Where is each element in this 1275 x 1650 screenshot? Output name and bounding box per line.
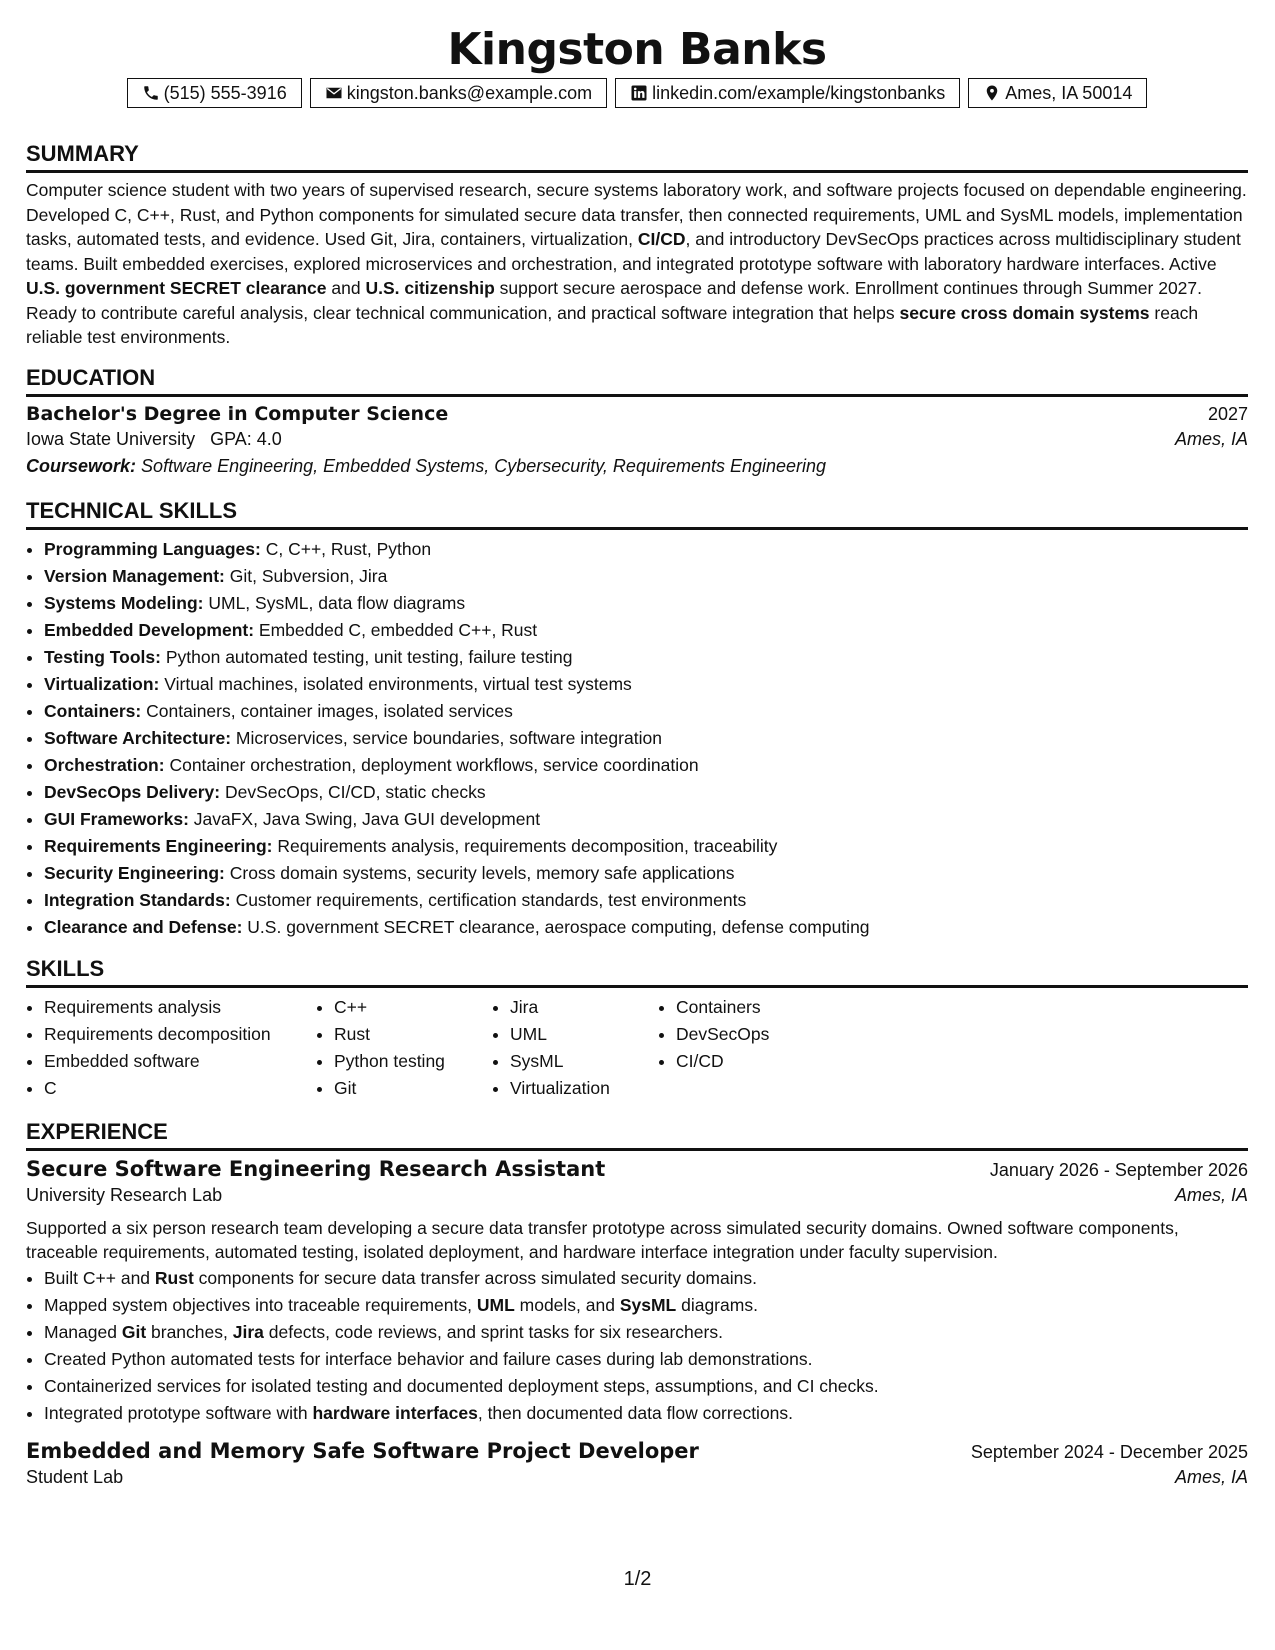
candidate-name: Kingston Banks bbox=[447, 24, 827, 75]
list-item: • Python testing bbox=[334, 1048, 472, 1075]
list-item: • Requirements analysis bbox=[44, 994, 296, 1021]
job-org: Student Lab bbox=[26, 1466, 124, 1487]
list-item: • Orchestration: Container orchestration, deployment workflows, service coordination bbox=[44, 752, 1248, 779]
coursework: Coursework: Software Engineering, Embedded Systems, Cybersecurity, Requirements Engineering bbox=[26, 455, 827, 476]
job-org-row bbox=[26, 1185, 1248, 1206]
linkedin-icon bbox=[630, 84, 648, 102]
map-pin-icon bbox=[983, 84, 1001, 102]
skills-column bbox=[492, 994, 638, 1102]
linkedin-text: linkedin.com/example/kingstonbanks bbox=[652, 82, 946, 103]
phone-icon bbox=[142, 84, 160, 102]
education-degree-row bbox=[26, 403, 1248, 425]
email-text: kingston.banks@example.com bbox=[346, 82, 593, 103]
list-item: • Embedded Development: Embedded C, embedded C++, Rust bbox=[44, 617, 1248, 644]
graduation-year: 2027 bbox=[1207, 403, 1248, 424]
job-description: Supported a six person research team developing a secure data transfer prototype across simulated security domains. Owned software components, traceable requirements, automated testing, isolated deployment, and hardware interface integration under faculty supervision. bbox=[26, 1217, 1179, 1262]
page-number: 1/2 bbox=[623, 1568, 652, 1590]
list-item: • Clearance and Defense: U.S. government SECRET clearance, aerospace computing, defense computing bbox=[44, 914, 1248, 941]
job-org-row bbox=[26, 1467, 1248, 1488]
skills-column bbox=[658, 994, 816, 1102]
list-item: • UML bbox=[510, 1021, 638, 1048]
envelope-icon bbox=[325, 84, 343, 102]
list-item: • Requirements Engineering: Requirements analysis, requirements decomposition, traceability bbox=[44, 833, 1248, 860]
list-item: • Software Architecture: Microservices, service boundaries, software integration bbox=[44, 725, 1248, 752]
list-item: • Systems Modeling: UML, SysML, data flow diagrams bbox=[44, 590, 1248, 617]
list-item: • DevSecOps bbox=[676, 1021, 816, 1048]
skills-column bbox=[316, 994, 472, 1102]
list-item: • Virtualization bbox=[510, 1075, 638, 1102]
skills-column bbox=[26, 994, 296, 1102]
job-location: Ames, IA bbox=[1174, 1184, 1248, 1205]
job-location: Ames, IA bbox=[1174, 1466, 1248, 1487]
list-item: • Programming Languages: C, C++, Rust, Python bbox=[44, 536, 1248, 563]
list-item: • Containerized services for isolated testing and documented deployment steps, assumptions, and CI checks. bbox=[44, 1373, 1248, 1400]
job-org: University Research Lab bbox=[26, 1184, 223, 1205]
skills-heading: SKILLS bbox=[26, 955, 1248, 988]
list-item: • Testing Tools: Python automated testing, unit testing, failure testing bbox=[44, 644, 1248, 671]
job-dates: September 2024 - December 2025 bbox=[970, 1441, 1248, 1462]
education-school-row bbox=[26, 429, 1248, 450]
list-item: • Built C++ and Rust components for secure data transfer across simulated security domains. bbox=[44, 1265, 1248, 1292]
list-item: • Integrated prototype software with hardware interfaces, then documented data flow corrections. bbox=[44, 1400, 1248, 1427]
technical-skills-heading: TECHNICAL SKILLS bbox=[26, 497, 1248, 530]
list-item: • SysML bbox=[510, 1048, 638, 1075]
list-item: • Integration Standards: Customer requirements, certification standards, test environments bbox=[44, 887, 1248, 914]
list-item: • Containers bbox=[676, 994, 816, 1021]
list-item: • Version Management: Git, Subversion, Jira bbox=[44, 563, 1248, 590]
list-item: • Embedded software bbox=[44, 1048, 296, 1075]
job-dates: January 2026 - September 2026 bbox=[989, 1159, 1248, 1180]
list-item: • Security Engineering: Cross domain systems, security levels, memory safe applications bbox=[44, 860, 1248, 887]
job-title-row bbox=[26, 1439, 1248, 1463]
resume-page bbox=[26, 0, 1248, 1650]
list-item: • Containers: Containers, container images, isolated services bbox=[44, 698, 1248, 725]
summary-text: Computer science student with two years of supervised research, secure systems laboratory work, and software projects focused on dependable engineering. Developed C, C++, Rust, and Python components for simulated secure data transfer, then connected requirements, UML and SysML models, implementation tasks, automated tests, and evidence. Used Git, Jira, containers, virtualization, CI/CD, and introductory DevSecOps practices across multidisciplinary student teams. Built embedded exercises, explored microservices and orchestration, and integrated prototype software with laboratory hardware interfaces. Active U.S. government SECRET clearance and U.S. citizenship support secure aerospace and defense work. Enrollment continues through Summer 2027. Ready to contribute careful analysis, clear technical communication, and practical software integration that helps secure cross domain systems reach reliable test environments. bbox=[26, 180, 1247, 347]
list-item: • CI/CD bbox=[676, 1048, 816, 1075]
school-name: Iowa State University bbox=[26, 428, 196, 449]
contact-location bbox=[968, 78, 1147, 108]
school-location: Ames, IA bbox=[1174, 428, 1248, 449]
list-item: • GUI Frameworks: JavaFX, Java Swing, Java GUI development bbox=[44, 806, 1248, 833]
summary-heading: SUMMARY bbox=[26, 140, 1248, 173]
job-entry bbox=[26, 1439, 1248, 1488]
list-item: • Jira bbox=[510, 994, 638, 1021]
contact-email[interactable] bbox=[310, 78, 607, 108]
degree-title: Bachelor's Degree in Computer Science bbox=[26, 402, 449, 425]
school-info bbox=[26, 429, 282, 450]
list-item: • Requirements decomposition bbox=[44, 1021, 296, 1048]
list-item: • Rust bbox=[334, 1021, 472, 1048]
technical-skills-list bbox=[26, 536, 1248, 941]
list-item: • Managed Git branches, Jira defects, code reviews, and sprint tasks for six researchers. bbox=[44, 1319, 1248, 1346]
job-entry bbox=[26, 1157, 1248, 1427]
list-item: • Created Python automated tests for interface behavior and failure cases during lab demonstrations. bbox=[44, 1346, 1248, 1373]
list-item: • Virtualization: Virtual machines, isolated environments, virtual test systems bbox=[44, 671, 1248, 698]
list-item: • C bbox=[44, 1075, 296, 1102]
job-bullets bbox=[26, 1265, 1248, 1427]
list-item: • Git bbox=[334, 1075, 472, 1102]
phone-text: (515) 555-3916 bbox=[163, 82, 287, 103]
job-title-row bbox=[26, 1157, 1248, 1181]
summary-section bbox=[26, 140, 1248, 350]
experience-heading: EXPERIENCE bbox=[26, 1118, 1248, 1151]
list-item: • DevSecOps Delivery: DevSecOps, CI/CD, static checks bbox=[44, 779, 1248, 806]
list-item: • C++ bbox=[334, 994, 472, 1021]
contact-bar bbox=[26, 78, 1248, 108]
contact-phone[interactable] bbox=[127, 78, 302, 108]
job-title: Secure Software Engineering Research Assistant bbox=[26, 1156, 606, 1181]
technical-skills-section bbox=[26, 497, 1248, 941]
education-heading: EDUCATION bbox=[26, 364, 1248, 397]
job-title: Embedded and Memory Safe Software Project Developer bbox=[26, 1438, 699, 1463]
skills-section bbox=[26, 955, 1248, 1102]
education-section bbox=[26, 364, 1248, 477]
contact-linkedin[interactable] bbox=[615, 78, 960, 108]
skills-columns bbox=[26, 994, 1248, 1102]
experience-section bbox=[26, 1118, 1248, 1488]
gpa: GPA: 4.0 bbox=[210, 428, 282, 449]
list-item: • Mapped system objectives into traceable requirements, UML models, and SysML diagrams. bbox=[44, 1292, 1248, 1319]
location-text: Ames, IA 50014 bbox=[1005, 82, 1133, 103]
